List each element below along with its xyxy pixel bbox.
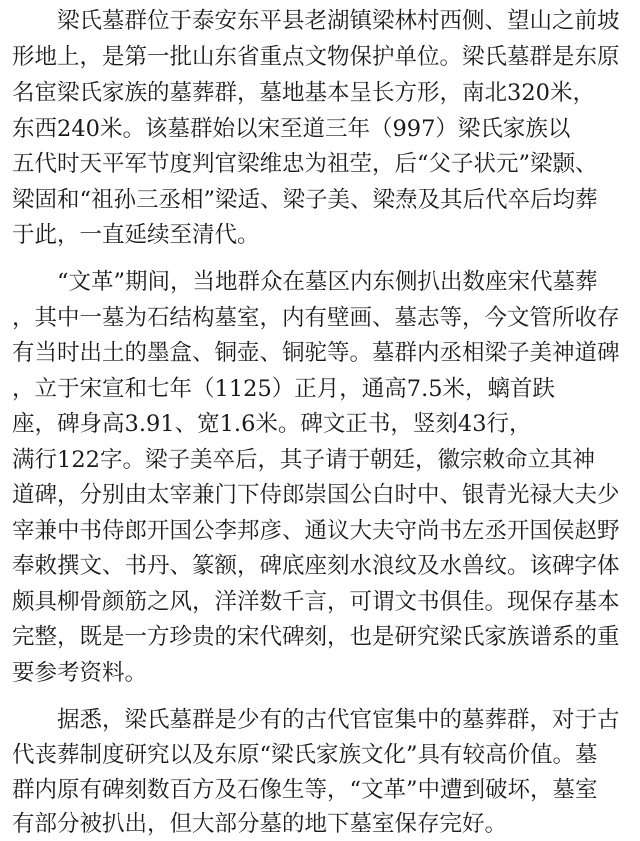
paragraph-1-line-2: 形地上，是第一批山东省重点文物保护单位。梁氏墓群是东原 <box>12 44 620 70</box>
paragraph-1-line-4: 东西240米。该墓群始以宋至道三年（997）梁氏家族以 <box>12 116 571 142</box>
paragraph-2-line-12: 要参考资料。 <box>12 660 148 686</box>
paragraph-3-line-3: 群内原有碑刻数百方及石像生等，“文革”中遭到破坏，墓室 <box>12 777 598 803</box>
paragraph-2-line-3: 有当时出土的墨盒、铜壶、铜驼等。墓群内丞相梁子美神道碑 <box>12 340 620 366</box>
paragraph-2-line-4: ，立于宋宣和七年（1125）正月，通高7.5米，螭首趺 <box>12 376 556 402</box>
paragraph-2-line-8: 宰兼中书侍郎开国公李邦彦、通议大夫守尚书左丞开国侯赵野 <box>12 518 620 544</box>
paragraph-2-line-11: 完整，既是一方珍贵的宋代碑刻，也是研究梁氏家族谱系的重 <box>12 624 620 650</box>
paragraph-2-line-2: ，其中一墓为石结构墓室，内有壁画、墓志等，今文管所收存 <box>12 305 620 331</box>
paragraph-3-line-4: 有部分被扒出，但大部分墓的地下墓室保存完好。 <box>12 811 508 837</box>
paragraph-3-line-1: 据悉，梁氏墓群是少有的古代官宦集中的墓葬群，对于古 <box>12 707 620 733</box>
paragraph-2-line-9: 奉敕撰文、书丹、篆额，碑底座刻水浪纹及水兽纹。该碑字体 <box>12 553 620 579</box>
paragraph-2-line-6: 满行122字。梁子美卒后，其子请于朝廷，徽宗敕命立其神 <box>12 447 595 473</box>
paragraph-1-line-3: 名宦梁氏家族的墓葬群，墓地基本呈长方形，南北320米， <box>12 80 595 106</box>
paragraph-1-line-7: 于此，一直延续至清代。 <box>12 222 260 248</box>
paragraph-2-line-1: “文革”期间，当地群众在墓区内东侧扒出数座宋代墓葬 <box>12 269 598 295</box>
paragraph-1-line-5: 五代时天平军节度判官梁维忠为祖茔，后“父子状元”梁颢、 <box>12 151 598 177</box>
paragraph-1-line-6: 梁固和“祖孙三丞相”梁适、梁子美、梁焘及其后代卒后均葬 <box>12 187 598 213</box>
paragraph-2-line-7: 道碑，分别由太宰兼门下侍郎崇国公白时中、银青光禄大夫少 <box>12 482 620 508</box>
paragraph-2-line-10: 颇具柳骨颜筋之风，洋洋数千言，可谓文书俱佳。现保存基本 <box>12 589 620 615</box>
paragraph-2-line-5: 座，碑身高3.91、宽1.6米。碑文正书，竖刻43行， <box>12 411 532 437</box>
paragraph-1-line-1: 梁氏墓群位于泰安东平县老湖镇梁林村西侧、望山之前坡 <box>12 8 620 34</box>
paragraph-3-line-2: 代丧葬制度研究以及东原“梁氏家族文化”具有较高价值。墓 <box>12 742 598 768</box>
